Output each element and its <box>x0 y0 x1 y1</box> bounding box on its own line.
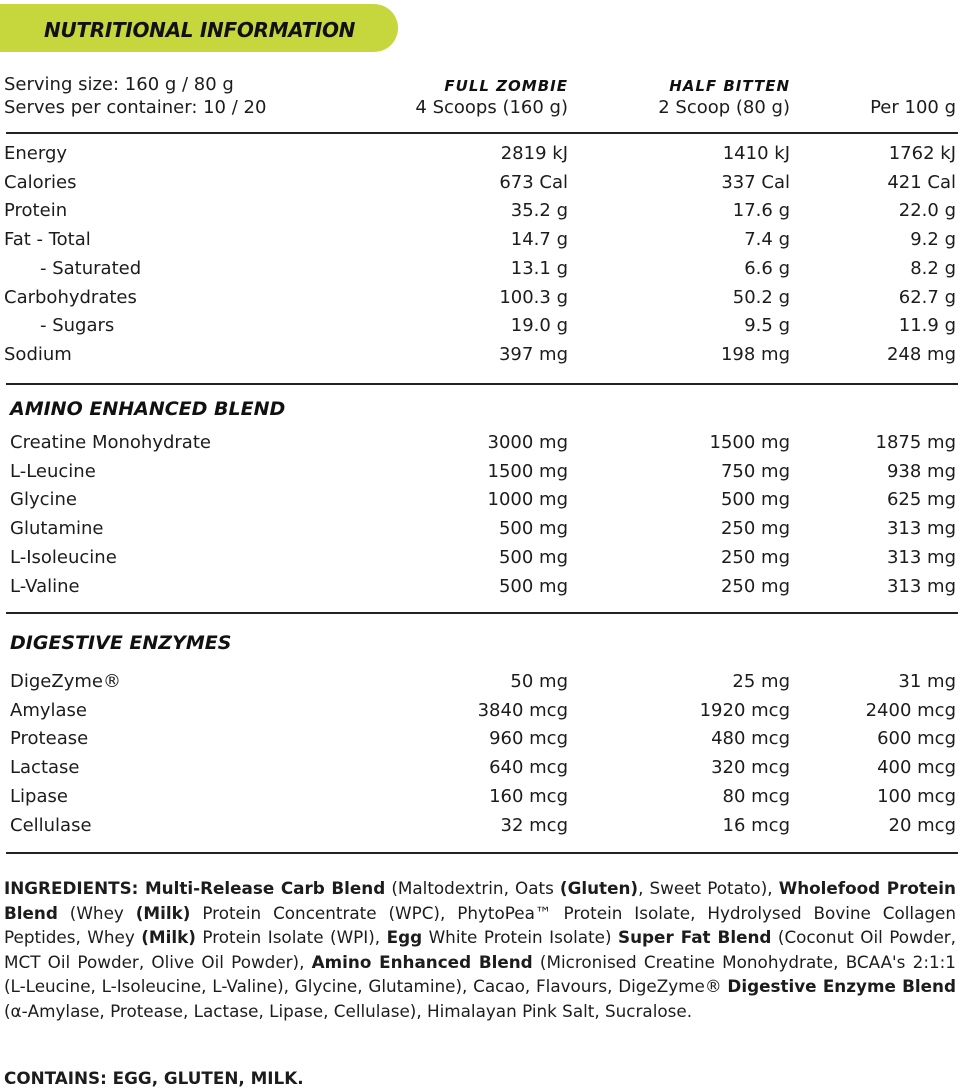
table-row <box>0 172 961 200</box>
row-label: Lactase <box>10 757 80 779</box>
ingredient-text: (Maltodextrin, Oats <box>385 878 560 898</box>
row-value: 600 mcg <box>877 728 956 750</box>
row-value: 640 mcg <box>489 757 568 779</box>
column-full-zombie-brand: FULL ZOMBIE <box>444 77 568 95</box>
row-value: 62.7 g <box>898 286 956 308</box>
row-value: 250 mg <box>720 575 790 597</box>
row-value: 313 mg <box>886 546 956 568</box>
row-value: 625 mg <box>886 489 956 511</box>
row-value: 11.9 g <box>898 315 956 337</box>
row-label: Protein <box>4 200 68 222</box>
row-label: Glycine <box>10 489 77 511</box>
ingredient-bold-text: (Milk) <box>135 902 191 923</box>
row-value: 673 Cal <box>499 171 568 193</box>
row-value: 100 mcg <box>877 785 956 807</box>
row-value: 1410 kJ <box>722 143 790 164</box>
column-half-bitten-serving: 2 Scoop (80 g) <box>658 97 790 118</box>
allergen-contains: CONTAINS: EGG, GLUTEN, MILK. <box>4 1068 304 1088</box>
ingredient-text: , Sweet Potato), <box>638 878 779 898</box>
row-value: 500 mg <box>498 518 568 540</box>
row-value: 248 mg <box>886 343 956 365</box>
row-value: 397 mg <box>498 343 568 365</box>
row-value: 25 mg <box>732 671 790 692</box>
row-value: 1500 mg <box>709 432 790 453</box>
row-label: Creatine Monohydrate <box>10 432 211 453</box>
column-full-zombie-serving: 4 Scoops (160 g) <box>415 97 568 118</box>
row-label: Amylase <box>10 699 87 721</box>
enzymes-section-title: DIGESTIVE ENZYMES <box>10 632 232 654</box>
ingredient-text: (Whey <box>57 902 136 923</box>
ingredient-text: (Coconut Oil Powder, MCT Oil Powder, Olive Oil Powder), <box>4 927 957 972</box>
row-value: 1920 mcg <box>699 699 790 721</box>
row-value: 3840 mcg <box>477 699 568 721</box>
row-value: 13.1 g <box>510 257 568 279</box>
row-value: 1500 mg <box>487 460 568 482</box>
row-value: 1762 kJ <box>888 143 956 164</box>
row-label: Sodium <box>4 343 72 365</box>
row-label: Protease <box>10 728 89 750</box>
serving-size: Serving size: 160 g / 80 g <box>4 74 234 95</box>
row-value: 35.2 g <box>510 200 568 222</box>
table-row <box>0 757 961 785</box>
ingredient-bold-text: (Milk) <box>141 927 196 948</box>
row-label: L-Valine <box>10 575 80 597</box>
row-value: 938 mg <box>886 460 956 482</box>
row-label: - Sugars <box>40 315 115 337</box>
row-value: 6.6 g <box>744 257 790 279</box>
row-value: 17.6 g <box>732 200 790 222</box>
divider <box>6 383 958 385</box>
row-value: 22.0 g <box>898 200 956 222</box>
ingredient-text: (α-Amylase, Protease, Lactase, Lipase, Cellulase), Himalayan Pink Salt, Sucralose. <box>4 1000 693 1021</box>
row-value: 421 Cal <box>887 171 956 193</box>
row-value: 9.2 g <box>910 229 956 251</box>
table-row <box>0 287 961 315</box>
ingredient-text: (Micronised Creatine Monohydrate, BCAA's 2:1:1 (L-Leucine, L-Isoleucine, L-Valine), Glycine, Glutamine), Cacao, Flavours, DigeZyme® <box>4 951 956 997</box>
row-value: 80 mcg <box>722 785 790 807</box>
row-label: Calories <box>4 171 77 193</box>
amino-section-title: AMINO ENHANCED BLEND <box>10 398 286 420</box>
row-value: 160 mcg <box>489 785 568 807</box>
row-value: 9.5 g <box>744 315 790 337</box>
row-value: 14.7 g <box>510 229 568 251</box>
row-value: 313 mg <box>886 575 956 597</box>
ingredient-bold-text: Super Fat Blend <box>618 927 772 948</box>
row-value: 2819 kJ <box>500 143 568 164</box>
row-label: DigeZyme® <box>10 671 121 692</box>
row-value: 960 mcg <box>489 728 568 750</box>
ingredient-bold-text: Amino Enhanced Blend <box>311 951 533 972</box>
row-value: 320 mcg <box>711 757 790 779</box>
row-value: 1875 mg <box>875 432 956 453</box>
ingredient-text: Protein Concentrate (WPC), PhytoPea™ Protein Isolate, Hydrolysed Bovine Collagen Peptides, Whey <box>4 902 956 948</box>
table-row <box>0 728 961 756</box>
ingredients-text <box>4 876 956 1024</box>
row-value: 50.2 g <box>732 286 790 308</box>
table-row <box>0 547 961 575</box>
title-banner <box>0 4 398 52</box>
table-row <box>0 315 961 343</box>
table-row <box>0 143 961 171</box>
ingredient-bold-text: Digestive Enzyme Blend <box>727 976 956 997</box>
row-label: - Saturated <box>40 257 142 279</box>
row-label: Lipase <box>10 785 68 807</box>
row-value: 250 mg <box>720 518 790 540</box>
column-half-bitten-brand: HALF BITTEN <box>669 77 790 95</box>
table-row <box>0 229 961 257</box>
table-row <box>0 489 961 517</box>
row-value: 2400 mcg <box>865 699 956 721</box>
table-row <box>0 518 961 546</box>
row-value: 480 mcg <box>711 728 790 750</box>
divider <box>6 132 958 134</box>
row-value: 500 mg <box>498 575 568 597</box>
row-value: 100.3 g <box>499 286 568 308</box>
row-value: 400 mcg <box>877 757 956 779</box>
row-value: 50 mg <box>510 671 568 692</box>
row-value: 337 Cal <box>721 171 790 193</box>
row-value: 250 mg <box>720 546 790 568</box>
ingredient-text: White Protein Isolate) <box>422 927 619 948</box>
table-row <box>0 461 961 489</box>
row-value: 7.4 g <box>744 229 790 251</box>
serves-per-container: Serves per container: 10 / 20 <box>4 97 267 118</box>
table-row <box>0 671 961 699</box>
table-row <box>0 786 961 814</box>
row-value: 31 mg <box>898 671 956 692</box>
column-per-100g: Per 100 g <box>870 97 956 118</box>
row-label: Energy <box>4 143 68 164</box>
row-value: 500 mg <box>720 489 790 511</box>
table-row <box>0 200 961 228</box>
row-value: 19.0 g <box>510 315 568 337</box>
row-label: Carbohydrates <box>4 286 137 308</box>
row-value: 750 mg <box>720 460 790 482</box>
row-label: L-Isoleucine <box>10 546 117 568</box>
table-row <box>0 815 961 843</box>
row-label: Fat - Total <box>4 229 91 251</box>
table-row <box>0 344 961 372</box>
ingredient-bold-text: Egg <box>386 927 423 948</box>
table-row <box>0 432 961 460</box>
table-row <box>0 576 961 604</box>
row-label: Cellulase <box>10 814 92 836</box>
ingredient-bold-text: INGREDIENTS: Multi-Release Carb Blend <box>4 878 386 898</box>
page-title: NUTRITIONAL INFORMATION <box>44 18 356 42</box>
divider <box>6 612 958 614</box>
row-label: Glutamine <box>10 518 104 540</box>
row-value: 16 mcg <box>722 814 790 836</box>
table-row <box>0 258 961 286</box>
row-value: 8.2 g <box>910 257 956 279</box>
table-row <box>0 700 961 728</box>
row-value: 313 mg <box>886 518 956 540</box>
row-value: 3000 mg <box>487 432 568 453</box>
row-value: 198 mg <box>720 343 790 365</box>
row-label: L-Leucine <box>10 460 96 482</box>
row-value: 1000 mg <box>487 489 568 511</box>
ingredient-bold-text: (Gluten) <box>559 878 639 898</box>
ingredient-text: Protein Isolate (WPI), <box>195 927 387 948</box>
divider <box>6 852 958 854</box>
row-value: 32 mcg <box>500 814 568 836</box>
row-value: 20 mcg <box>888 814 956 836</box>
ingredient-bold-text: Wholefood Protein Blend <box>4 878 956 923</box>
row-value: 500 mg <box>498 546 568 568</box>
